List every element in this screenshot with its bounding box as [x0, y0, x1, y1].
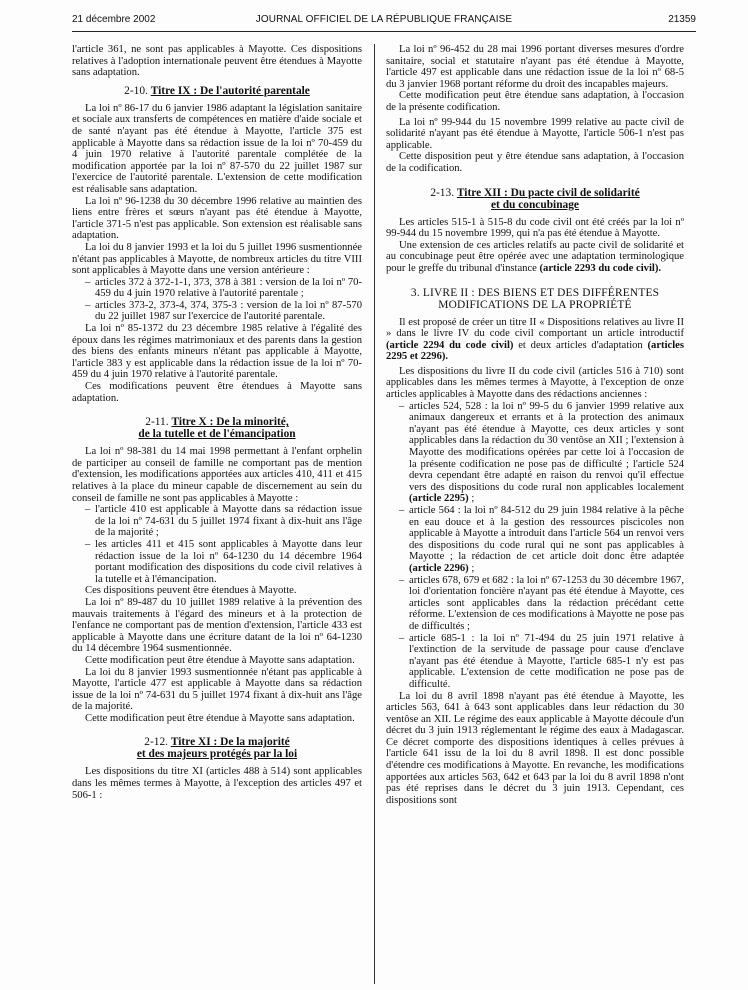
- publication-date: 21 décembre 2002: [72, 14, 156, 25]
- section-heading-2-13: 2-13. Titre XII : Du pacte civil de solidarité et du concubinage: [430, 186, 640, 211]
- paragraph: Ces dispositions peuvent être étendues à Mayotte.: [85, 585, 297, 597]
- paragraph: La loi du 8 avril 1898 n'ayant pas été étendue à Mayotte, les articles 563, 641 à 643 sont applicables dans leur rédaction du 30 ventôse an XII. Le régime des eaux applicable à Mayotte découle d'un décret du 3 juin 1913 réglementant le régime des eaux à Madagascar. Ce décret comporte des dispositions identiques à celles prévues à l'article 641 issu de la loi du 8 avril 1898. Il est donc possible d'étendre ces modifications à Mayotte. En revanche, les modifications apportées aux articles 563, 642 et 643 par la loi du 8 avril 1898 n'ont pas été reprises dans le décret du 3 juin 1913. Cependant, ces dispositions sont: [386, 690, 684, 806]
- paragraph: Cette modification peut être étendue sans adaptation, à l'occasion de la présente codification.: [386, 90, 684, 113]
- dash-list: [72, 504, 362, 585]
- page-header: [72, 14, 696, 32]
- list-item: – articles 372 à 372-1-1, 373, 378 à 381 : version de la loi nº 70-459 du 4 juin 1970 relative à l'autorité parentale ;: [85, 277, 362, 300]
- page-number: 21359: [668, 14, 696, 25]
- section-title: et des majeurs protégés par la loi: [136, 748, 298, 761]
- article-reference: (articles 2295 et 2296).: [386, 339, 684, 363]
- paragraph: La loi du 8 janvier 1993 susmentionnée n'étant pas applicable à Mayotte, l'article 477 est applicable à Mayotte dans sa rédaction issue de la loi nº 74-631 du 5 juillet 1974 fixant à dix-huit ans l'âge de la majorité.: [72, 666, 362, 713]
- paragraph: La loi nº 86-17 du 6 janvier 1986 adaptant la législation sanitaire et sociale aux transferts de compétences en matière d'aide sociale et de santé n'ayant pas été étendue à Mayotte, l'article 375 est applicable à Mayotte dans sa rédaction issue de la loi nº 70-459 du 4 juin 1970 relative à l'autorité parentale complétée de la modification apportée par la loi nº 87-570 du 22 juillet 1987 sur l'exercice de l'autorité parentale. L'extension de cette modification est réalisable sans adaptation.: [72, 102, 362, 195]
- list-item: – l'article 410 est applicable à Mayotte dans sa rédaction issue de la loi nº 74-631 du 5 juillet 1974 fixant à dix-huit ans l'âge de la majorité ;: [85, 504, 362, 539]
- paragraph: l'article 361, ne sont pas applicables à Mayotte. Ces dispositions relatives à l'adoption internationale peuvent être étendues à Mayotte sans adaptation.: [72, 44, 362, 79]
- section-heading-2-10: 2-10. Titre IX : De l'autorité parentale: [124, 84, 310, 97]
- list-item: – articles 678, 679 et 682 : la loi nº 67-1253 du 30 décembre 1967, loi d'orientation foncière n'ayant pas été étendue à Mayotte, ces articles sont applicables dans la rédaction précédant cette réforme. L'extension de ces modifications à Mayotte ne pose pas de difficultés ;: [399, 575, 684, 633]
- paragraph: La loi nº 96-452 du 28 mai 1996 portant diverses mesures d'ordre sanitaire, social et statutaire n'ayant pas été étendue à Mayotte, l'article 497 est applicable dans une rédaction issue de la loi nº 68-5 du 3 janvier 1968 portant réforme du droit des incapables majeurs.: [386, 44, 684, 90]
- paragraph: Cette modification peut être étendue à Mayotte sans adaptation.: [85, 712, 355, 724]
- dash-list: [386, 401, 684, 691]
- list-item: – les articles 411 et 415 sont applicables à Mayotte dans leur rédaction issue de la loi nº 64-1230 du 14 décembre 1964 portant modification des dispositions du code civil relatives à la tutelle et à l'émancipation.: [85, 539, 362, 585]
- paragraph: Cette disposition peut y être étendue sans adaptation, à l'occasion de la codification.: [386, 151, 684, 174]
- paragraph: Cette modification peut être étendue à Mayotte sans adaptation.: [85, 654, 355, 666]
- paragraph: La loi nº 89-487 du 10 juillet 1989 relative à la prévention des mauvais traitements à l'égard des mineurs et à la protection de l'enfance ne comportant pas de mention d'extension, l'article 433 est applicable à Mayotte dans une écriture datant de la loi nº 64-1230 du 14 décembre 1964 susmentionnée.: [72, 596, 362, 655]
- paragraph: Les dispositions du livre II du code civil (articles 516 à 710) sont applicables dans les mêmes termes à Mayotte, à l'exception de onze articles applicables à Mayotte dans des rédactions anciennes :: [386, 365, 684, 401]
- list-item: – articles 373-2, 373-4, 374, 375-3 : version de la loi nº 87-570 du 22 juillet 1987 sur l'exercice de l'autorité parentale.: [85, 300, 362, 323]
- section-title: Titre XII : Du pacte civil de solidarité: [456, 186, 640, 199]
- article-reference: (article 2293 du code civil).: [539, 262, 662, 274]
- journal-title: JOURNAL OFFICIEL DE LA RÉPUBLIQUE FRANÇAISE: [255, 14, 513, 25]
- article-reference: (article 2294 du code civil): [386, 339, 514, 351]
- section-title: Titre XI : De la majorité: [170, 736, 290, 749]
- section-title: et du concubinage: [491, 198, 579, 211]
- paragraph: Ces modifications peuvent être étendues à Mayotte sans adaptation.: [72, 381, 362, 404]
- paragraph: La loi nº 98-381 du 14 mai 1998 permettant à l'enfant orphelin de participer au conseil de famille ne comportant pas de mention d'extension, les modifications apportées aux articles 410, 411 et 415 relatives à la place du mineur capable de discernement au sein du conseil de famille ne sont pas applicables à Mayotte :: [72, 446, 362, 504]
- paragraph: Les articles 515-1 à 515-8 du code civil ont été créés par la loi nº 99-944 du 15 novembre 1999, qui n'a pas été étendue à Mayotte.: [386, 216, 684, 240]
- column-divider: [374, 44, 375, 984]
- left-column: [72, 44, 362, 801]
- list-item: – articles 524, 528 : la loi nº 99-5 du 6 janvier 1999 relative aux animaux dangereux et errants et à la protection des animaux n'ayant pas été étendue à Mayotte, ces deux articles y sont applicables dans la rédaction du 30 ventôse an XII ; l'extension à Mayotte des modifications opérées par cette loi à l'occasion de la présente codification ne pose pas de difficulté ; l'article 524 devra cependant être adapté en raison du renvoi qu'il effectue vers des dispositions du code rural non applicables localement (article 2295) ;: [399, 401, 684, 505]
- section-title: Titre IX : De l'autorité parentale: [150, 84, 310, 97]
- list-item: – article 685-1 : la loi nº 71-494 du 25 juin 1971 relative à l'extinction de la servitude de passage pour cause d'enclave n'ayant pas été étendue à Mayotte, l'article 685-1 n'y est pas applicable. L'extension de cette modification ne pose pas de difficulté.: [399, 633, 684, 691]
- paragraph: Il est proposé de créer un titre II « Dispositions relatives au livre II » dans le livre IV du code civil comportant un article introductif (article 2294 du code civil) et deux articles d'adaptation (articles 2295 et 2296).: [386, 316, 684, 363]
- section-heading-livre-2: 3. LIVRE II : DES BIENS ET DES DIFFÉRENTES MODIFICATIONS DE LA PROPRIÉTÉ: [410, 286, 660, 311]
- list-item: – article 564 : la loi nº 84-512 du 29 juin 1984 relative à la pêche en eau douce et à la gestion des ressources piscicoles non applicable à Mayotte a introduit dans l'article 564 un renvoi vers des dispositions du code rural qui ne sont pas applicables à Mayotte ; la rédaction de cet article doit donc être adaptée (article 2296) ;: [399, 505, 684, 575]
- paragraph: La loi nº 96-1238 du 30 décembre 1996 relative au maintien des liens entre frères et sœurs n'ayant pas été étendue à Mayotte, l'article 371-5 n'est pas applicable. Son extension est réalisable sans adaptation.: [72, 195, 362, 242]
- section-title: Titre X : De la minorité,: [171, 416, 289, 429]
- paragraph: Les dispositions du titre XI (articles 488 à 514) sont applicables dans les mêmes termes à Mayotte, à l'exception des articles 497 et 506-1 :: [72, 766, 362, 801]
- section-heading-2-11: 2-11. Titre X : De la minorité, de la tutelle et de l'émancipation: [138, 416, 296, 441]
- paragraph: La loi nº 99-944 du 15 novembre 1999 relative au pacte civil de solidarité n'ayant pas été étendue à Mayotte, l'article 506-1 n'est pas applicable.: [386, 116, 684, 151]
- paragraph: La loi nº 85-1372 du 23 décembre 1985 relative à l'égalité des époux dans les régimes matrimoniaux et des parents dans la gestion des biens des enfants mineurs n'étant pas applicable à Mayotte, l'article 383 y est applicable dans la rédaction issue de la loi nº 70-459 du 4 juin 1970 relative à l'autorité parentale.: [72, 323, 362, 381]
- dash-list: [72, 277, 362, 323]
- section-heading-2-12: 2-12. Titre XI : De la majorité et des majeurs protégés par la loi: [136, 736, 298, 761]
- header-rule: [72, 31, 696, 32]
- paragraph: Une extension de ces articles relatifs au pacte civil de solidarité et au concubinage peut être opérée avec une adaptation terminologique pour le greffe du tribunal d'instance (article 2293 du code civil).: [386, 239, 684, 274]
- paragraph: La loi du 8 janvier 1993 et la loi du 5 juillet 1996 susmentionnée n'étant pas applicables à Mayotte, de nombreux articles du titre VIII sont applicables à Mayotte dans une version antérieure :: [72, 241, 362, 277]
- right-column: [386, 44, 684, 806]
- section-title: de la tutelle et de l'émancipation: [138, 428, 296, 441]
